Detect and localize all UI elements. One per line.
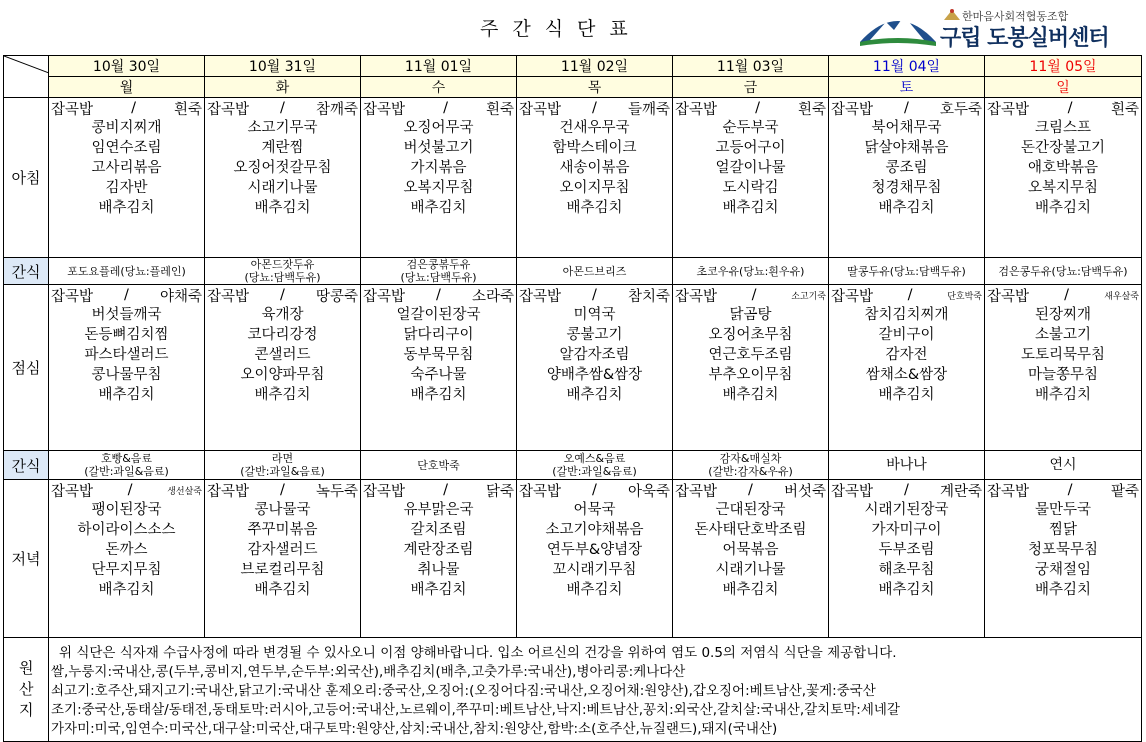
slash-separator: / (592, 482, 597, 498)
menu-item: 시래기나물 (715, 562, 786, 578)
weekday-cell: 토 (829, 77, 985, 98)
snack-line: (당뇨:담백두유) (244, 271, 321, 284)
menu-item: 고사리볶음 (91, 160, 162, 176)
menu-item: 청포묵무침 (1027, 542, 1099, 558)
snack-line: 검은콩볶두유 (406, 258, 471, 271)
menu-cell (673, 480, 829, 638)
menu-item: 두부조림 (878, 542, 935, 558)
menu-cell (205, 98, 361, 258)
slash-separator: / (280, 482, 285, 498)
rice-name: 잡곡밥 (987, 101, 1030, 118)
rice-porridge-line (831, 98, 982, 118)
rice-name: 잡곡밥 (519, 101, 562, 118)
menu-item: 함박스테이크 (552, 140, 637, 156)
rice-name: 잡곡밥 (207, 288, 250, 305)
menu-cell (49, 285, 205, 451)
menu-item: 콩조림 (885, 160, 928, 176)
menu-item: 오복지무침 (1027, 180, 1099, 196)
org-name: 한마음사회적협동조합 (962, 10, 1069, 23)
porridge-name: 계란죽 (939, 483, 982, 500)
snack-cell (517, 258, 673, 285)
rice-name: 잡곡밥 (519, 288, 562, 305)
rice-porridge-line (987, 285, 1139, 305)
porridge-name: 호두죽 (939, 101, 982, 118)
menu-item: 소고기야채볶음 (545, 522, 644, 538)
menu-item: 오징어초무침 (708, 327, 793, 343)
rice-name: 잡곡밥 (363, 483, 406, 500)
slash-separator: / (436, 287, 441, 303)
menu-cell (829, 285, 985, 451)
slash-separator: / (904, 482, 909, 498)
menu-item: 콩나물국 (254, 502, 311, 518)
menu-item: 하이라이스소스 (77, 522, 176, 538)
menu-item: 찜닭 (1048, 522, 1077, 538)
menu-item: 계란장조림 (403, 542, 474, 558)
snack-cell (829, 258, 985, 285)
snack-cell (49, 258, 205, 285)
menu-item: 배추김치 (566, 387, 623, 403)
weekday-cell: 화 (205, 77, 361, 98)
note-line: 가자미:미국,임연수:미국산,대구살:미국산,대구토막:원양산,삼치:국내산,참치:원양산,함박:소(호주산,뉴질랜드),돼지(국내산) (51, 721, 778, 737)
porridge-name: 흰죽 (173, 101, 202, 118)
rice-porridge-line (519, 285, 670, 305)
snack-cell (361, 258, 517, 285)
rice-porridge-line (363, 285, 514, 305)
menu-item: 콩비지찌개 (91, 120, 162, 136)
menu-item: 건새우무국 (559, 120, 630, 136)
slash-separator: / (131, 100, 136, 116)
note-line: 쇠고기:호주산,돼지고기:국내산,닭고기:국내산 훈제오리:중국산,오징어:(오징어다짐:국내산,오징어채:원양산),갑오징어:베트남산,꽃게:중국산 (51, 683, 876, 699)
rice-porridge-line (987, 98, 1139, 118)
rice-name: 잡곡밥 (51, 101, 94, 118)
weekday-cell: 목 (517, 77, 673, 98)
menu-item: 청경채무침 (871, 180, 942, 196)
note-line: 위 식단은 식자재 수급사정에 따라 변경될 수 있사오니 이점 양해바랍니다. 입소 어르신의 건강을 위하여 염도 0.5의 저염식 식단을 제공합니다. (59, 645, 897, 661)
porridge-name: 새우살죽 (1104, 291, 1139, 302)
snack-line: (갈반:감자&우유) (708, 465, 793, 478)
snack-line: 라면 (271, 452, 294, 465)
menu-item: 오징어젓갈무침 (233, 160, 332, 176)
note-line: 조기:중국산,동태살/동태전,동태토막:러시아,고등어:국내산,노르웨이,쭈꾸미:베트남산,낙지:베트남산,꽁치:외국산,갈치살:국내산,갈치토막:세네갈 (51, 702, 900, 718)
menu-item: 갈치조림 (410, 522, 467, 538)
menu-item: 마늘쫑무침 (1027, 367, 1099, 383)
menu-item: 배추김치 (98, 387, 155, 403)
menu-item: 가자미구이 (871, 522, 942, 538)
menu-item: 배추김치 (1034, 200, 1092, 216)
slash-separator: / (904, 100, 909, 116)
menu-item: 팽이된장국 (91, 502, 162, 518)
snack-cell (985, 451, 1142, 480)
menu-item: 가지볶음 (410, 160, 467, 176)
menu-cell (517, 285, 673, 451)
snack-cell (49, 451, 205, 480)
menu-item: 어묵볶음 (722, 542, 779, 558)
menu-item: 콘샐러드 (254, 347, 311, 363)
porridge-name: 단호박죽 (947, 291, 982, 302)
menu-item: 김자반 (105, 180, 148, 196)
rice-porridge-line (675, 285, 826, 305)
date-cell: 11월 02일 (517, 56, 673, 77)
menu-item: 연근호두조림 (708, 347, 793, 363)
menu-item: 버섯들깨국 (91, 307, 162, 323)
menu-item: 양배추쌈&쌈장 (546, 367, 643, 383)
menu-item: 물만두국 (1034, 502, 1092, 518)
date-cell: 10월 31일 (205, 56, 361, 77)
menu-item: 순두부국 (722, 120, 779, 136)
menu-item: 갈비구이 (878, 327, 935, 343)
menu-cell (361, 480, 517, 638)
rice-porridge-line (831, 480, 982, 500)
slash-separator: / (755, 100, 760, 116)
porridge-name: 참치죽 (627, 288, 670, 305)
menu-item: 콩나물무침 (91, 367, 162, 383)
porridge-name: 팥죽 (1110, 483, 1139, 500)
weekday-cell: 수 (361, 77, 517, 98)
snack-line: 감자&매실차 (719, 452, 782, 465)
menu-item: 도시락김 (722, 180, 779, 196)
snack-cell (673, 451, 829, 480)
menu-item: 배추김치 (878, 200, 935, 216)
rice-name: 잡곡밥 (363, 288, 406, 305)
menu-item: 유부맑은국 (403, 502, 474, 518)
menu-item: 시래기된장국 (864, 502, 949, 518)
meal-label-snack: 간식 (4, 451, 49, 480)
snack-line: (당뇨:담백두유) (400, 271, 477, 284)
rice-name: 잡곡밥 (987, 288, 1030, 305)
menu-item: 소불고기 (1034, 327, 1092, 343)
rice-name: 잡곡밥 (207, 483, 250, 500)
menu-item: 돈간장불고기 (1020, 140, 1106, 156)
porridge-name: 닭죽 (485, 483, 514, 500)
menu-cell (205, 480, 361, 638)
menu-item: 미역국 (573, 307, 616, 323)
snack-line: 아몬드브리즈 (562, 264, 627, 278)
rice-porridge-line (207, 480, 358, 500)
menu-item: 감자전 (885, 347, 928, 363)
rice-porridge-line (675, 98, 826, 118)
weekday-cell: 금 (673, 77, 829, 98)
porridge-name: 생선살죽 (167, 486, 202, 497)
rice-porridge-line (207, 285, 358, 305)
menu-item: 배추김치 (254, 582, 311, 598)
menu-item: 닭다리구이 (403, 327, 474, 343)
slash-separator: / (443, 100, 448, 116)
date-cell: 11월 01일 (361, 56, 517, 77)
rice-name: 잡곡밥 (831, 101, 874, 118)
rice-name: 잡곡밥 (363, 101, 406, 118)
snack-line: 검은콩두유(당뇨:담백두유) (998, 264, 1128, 278)
menu-item: 쭈꾸미볶음 (247, 522, 318, 538)
slash-separator: / (907, 287, 913, 303)
slash-separator: / (280, 287, 285, 303)
menu-item: 배추김치 (98, 200, 155, 216)
menu-item: 얼갈이된장국 (396, 307, 481, 323)
menu-item: 배추김치 (722, 582, 779, 598)
porridge-name: 소라죽 (471, 288, 514, 305)
menu-item: 닭곰탕 (729, 307, 772, 323)
slash-separator: / (592, 287, 597, 303)
rice-name: 잡곡밥 (675, 101, 718, 118)
menu-item: 된장찌개 (1034, 307, 1092, 323)
menu-item: 돈등뼈김치찜 (84, 327, 169, 343)
porridge-name: 녹두죽 (315, 483, 358, 500)
snack-cell (985, 258, 1142, 285)
rice-name: 잡곡밥 (51, 483, 94, 500)
menu-item: 어묵국 (573, 502, 616, 518)
menu-item: 코다리강정 (247, 327, 318, 343)
menu-item: 동부묵무침 (403, 347, 474, 363)
menu-item: 소고기무국 (247, 120, 318, 136)
slash-separator: / (127, 482, 133, 498)
menu-item: 도토리묵무침 (1020, 347, 1106, 363)
snack-line: 호빵&음료 (100, 452, 153, 465)
rice-porridge-line (675, 480, 826, 500)
snack-line: 바나나 (886, 456, 927, 473)
menu-item: 숙주나물 (410, 367, 467, 383)
snack-line: 연시 (1049, 456, 1077, 473)
menu-item: 연두부&양념장 (546, 542, 643, 558)
rice-porridge-line (207, 98, 358, 118)
menu-item: 배추김치 (410, 387, 467, 403)
menu-item: 배추김치 (722, 387, 779, 403)
menu-item: 임연수조림 (91, 140, 162, 156)
porridge-name: 흰죽 (797, 101, 826, 118)
snack-line: (갈반:과일&음료) (552, 465, 637, 478)
page-title: 주간식단표 (480, 18, 642, 40)
snack-line: 단호박죽 (417, 458, 460, 472)
rice-name: 잡곡밥 (987, 483, 1030, 500)
menu-cell (49, 98, 205, 258)
rice-name: 잡곡밥 (675, 288, 718, 305)
menu-cell (517, 98, 673, 258)
menu-item: 새송이볶음 (559, 160, 630, 176)
porridge-name: 흰죽 (1110, 101, 1139, 118)
rice-name: 잡곡밥 (831, 288, 874, 305)
porridge-name: 흰죽 (485, 101, 514, 118)
slash-separator: / (1067, 482, 1073, 498)
weekday-cell: 일 (985, 77, 1142, 98)
menu-item: 닭살야채볶음 (864, 140, 949, 156)
meal-label-dinner: 저녁 (4, 480, 49, 638)
menu-cell (985, 285, 1142, 451)
slash-separator: / (124, 287, 129, 303)
porridge-name: 참깨죽 (315, 101, 358, 118)
porridge-name: 들깨죽 (627, 101, 670, 118)
rice-name: 잡곡밥 (675, 483, 718, 500)
rice-porridge-line (519, 480, 670, 500)
porridge-name: 야채죽 (159, 288, 202, 305)
rice-porridge-line (519, 98, 670, 118)
rice-porridge-line (51, 480, 202, 500)
rice-porridge-line (51, 98, 202, 118)
menu-item: 해초무침 (878, 562, 935, 578)
menu-item: 감자샐러드 (247, 542, 318, 558)
menu-cell (361, 98, 517, 258)
note-line: 쌀,누룽지:국내산,콩(두부,콩비지,연두부,순두부:외국산),배추김치(배추,고춧가루:국내산),병아리콩:케나다산 (51, 664, 686, 680)
menu-item: 오징어무국 (403, 120, 474, 136)
menu-item: 배추김치 (566, 582, 623, 598)
menu-item: 배추김치 (878, 582, 935, 598)
menu-item: 취나물 (417, 562, 460, 578)
menu-item: 크림스프 (1034, 120, 1092, 136)
slash-separator: / (592, 100, 597, 116)
menu-item: 단무지무침 (91, 562, 162, 578)
menu-cell (517, 480, 673, 638)
date-cell: 11월 03일 (673, 56, 829, 77)
meal-label-origin (4, 638, 49, 742)
snack-line: 딸콩두유(당뇨:담백두유) (847, 264, 966, 278)
center-name: 구립 도봉실버센터 (940, 26, 1109, 51)
menu-item: 시래기나물 (247, 180, 318, 196)
date-cell: 11월 04일 (829, 56, 985, 77)
rice-name: 잡곡밥 (519, 483, 562, 500)
snack-cell (673, 258, 829, 285)
mountain-logo-icon (858, 4, 938, 50)
menu-item: 배추김치 (878, 387, 935, 403)
menu-item: 배추김치 (254, 387, 311, 403)
slash-separator: / (443, 482, 448, 498)
date-cell: 11월 05일 (985, 56, 1142, 77)
menu-item: 배추김치 (254, 200, 311, 216)
menu-item: 쌈채소&쌈장 (865, 367, 948, 383)
menu-item: 오이지무침 (559, 180, 630, 196)
snack-line: (갈반:과일&음료) (240, 465, 325, 478)
menu-cell (829, 480, 985, 638)
menu-cell (673, 98, 829, 258)
menu-item: 육개장 (261, 307, 304, 323)
snack-cell (829, 451, 985, 480)
porridge-name: 땅콩죽 (315, 288, 358, 305)
slash-separator: / (748, 482, 753, 498)
meal-label-snack: 간식 (4, 258, 49, 285)
corner-cell (4, 56, 49, 98)
menu-item: 얼갈이나물 (715, 160, 786, 176)
snack-cell (517, 451, 673, 480)
menu-item: 배추김치 (410, 582, 467, 598)
menu-cell (829, 98, 985, 258)
slash-separator: / (280, 100, 285, 116)
menu-item: 배추김치 (410, 200, 467, 216)
meal-label-lunch: 점심 (4, 285, 49, 451)
origin-label: 원산지 (19, 659, 34, 719)
porridge-name: 아욱죽 (627, 483, 670, 500)
snack-cell (361, 451, 517, 480)
menu-item: 버섯불고기 (403, 140, 474, 156)
menu-cell (361, 285, 517, 451)
weekday-cell: 월 (49, 77, 205, 98)
rice-porridge-line (51, 285, 202, 305)
menu-item: 고등어구이 (715, 140, 786, 156)
menu-item: 브로컬리무침 (240, 562, 325, 578)
notes-cell (49, 638, 1142, 742)
menu-item: 부추오이무침 (708, 367, 793, 383)
menu-item: 궁채절임 (1034, 562, 1092, 578)
menu-item: 배추김치 (1034, 582, 1092, 598)
menu-item: 배추김치 (722, 200, 779, 216)
rice-name: 잡곡밥 (51, 288, 94, 305)
menu-item: 배추김치 (98, 582, 155, 598)
snack-line: 오예스&음료 (563, 452, 626, 465)
diagonal-line (4, 56, 49, 92)
menu-cell (673, 285, 829, 451)
menu-item: 근대된장국 (715, 502, 786, 518)
date-cell: 10월 30일 (49, 56, 205, 77)
menu-item: 파스타샐러드 (84, 347, 169, 363)
menu-item: 계란찜 (261, 140, 304, 156)
menu-item: 북어채무국 (871, 120, 942, 136)
slash-separator: / (751, 287, 757, 303)
rice-name: 잡곡밥 (207, 101, 250, 118)
menu-item: 알감자조림 (559, 347, 630, 363)
snack-line: 아몬드잣두유 (250, 258, 315, 271)
menu-item: 돈까스 (105, 542, 148, 558)
rice-name: 잡곡밥 (831, 483, 874, 500)
menu-item: 꼬시래기무침 (552, 562, 637, 578)
snack-line: 포도요플레(당뇨:플레인) (67, 264, 186, 278)
weekly-menu-table (3, 55, 1142, 742)
menu-cell (49, 480, 205, 638)
rice-porridge-line (987, 480, 1139, 500)
center-logo (858, 4, 1138, 50)
menu-item: 오복지무침 (403, 180, 474, 196)
menu-item: 배추김치 (1034, 387, 1092, 403)
meal-label-breakfast: 아침 (4, 98, 49, 258)
menu-cell (205, 285, 361, 451)
menu-item: 참치김치찌개 (864, 307, 949, 323)
menu-cell (985, 98, 1142, 258)
snack-cell (205, 451, 361, 480)
rice-porridge-line (363, 480, 514, 500)
porridge-name: 버섯죽 (783, 483, 826, 500)
snack-line: (갈반:과일&음료) (84, 465, 169, 478)
slash-separator: / (1064, 287, 1070, 303)
snack-line: 초코우유(당뇨:흰우유) (696, 264, 805, 278)
menu-item: 콩불고기 (566, 327, 623, 343)
rice-porridge-line (363, 98, 514, 118)
slash-separator: / (1067, 100, 1073, 116)
porridge-name: 소고기죽 (791, 291, 826, 302)
org-emblem-icon (944, 8, 960, 20)
menu-item: 오이양파무침 (240, 367, 325, 383)
menu-item: 돈사태단호박조림 (694, 522, 807, 538)
menu-item: 배추김치 (566, 200, 623, 216)
snack-cell (205, 258, 361, 285)
rice-porridge-line (831, 285, 982, 305)
menu-cell (985, 480, 1142, 638)
menu-item: 애호박볶음 (1027, 160, 1099, 176)
